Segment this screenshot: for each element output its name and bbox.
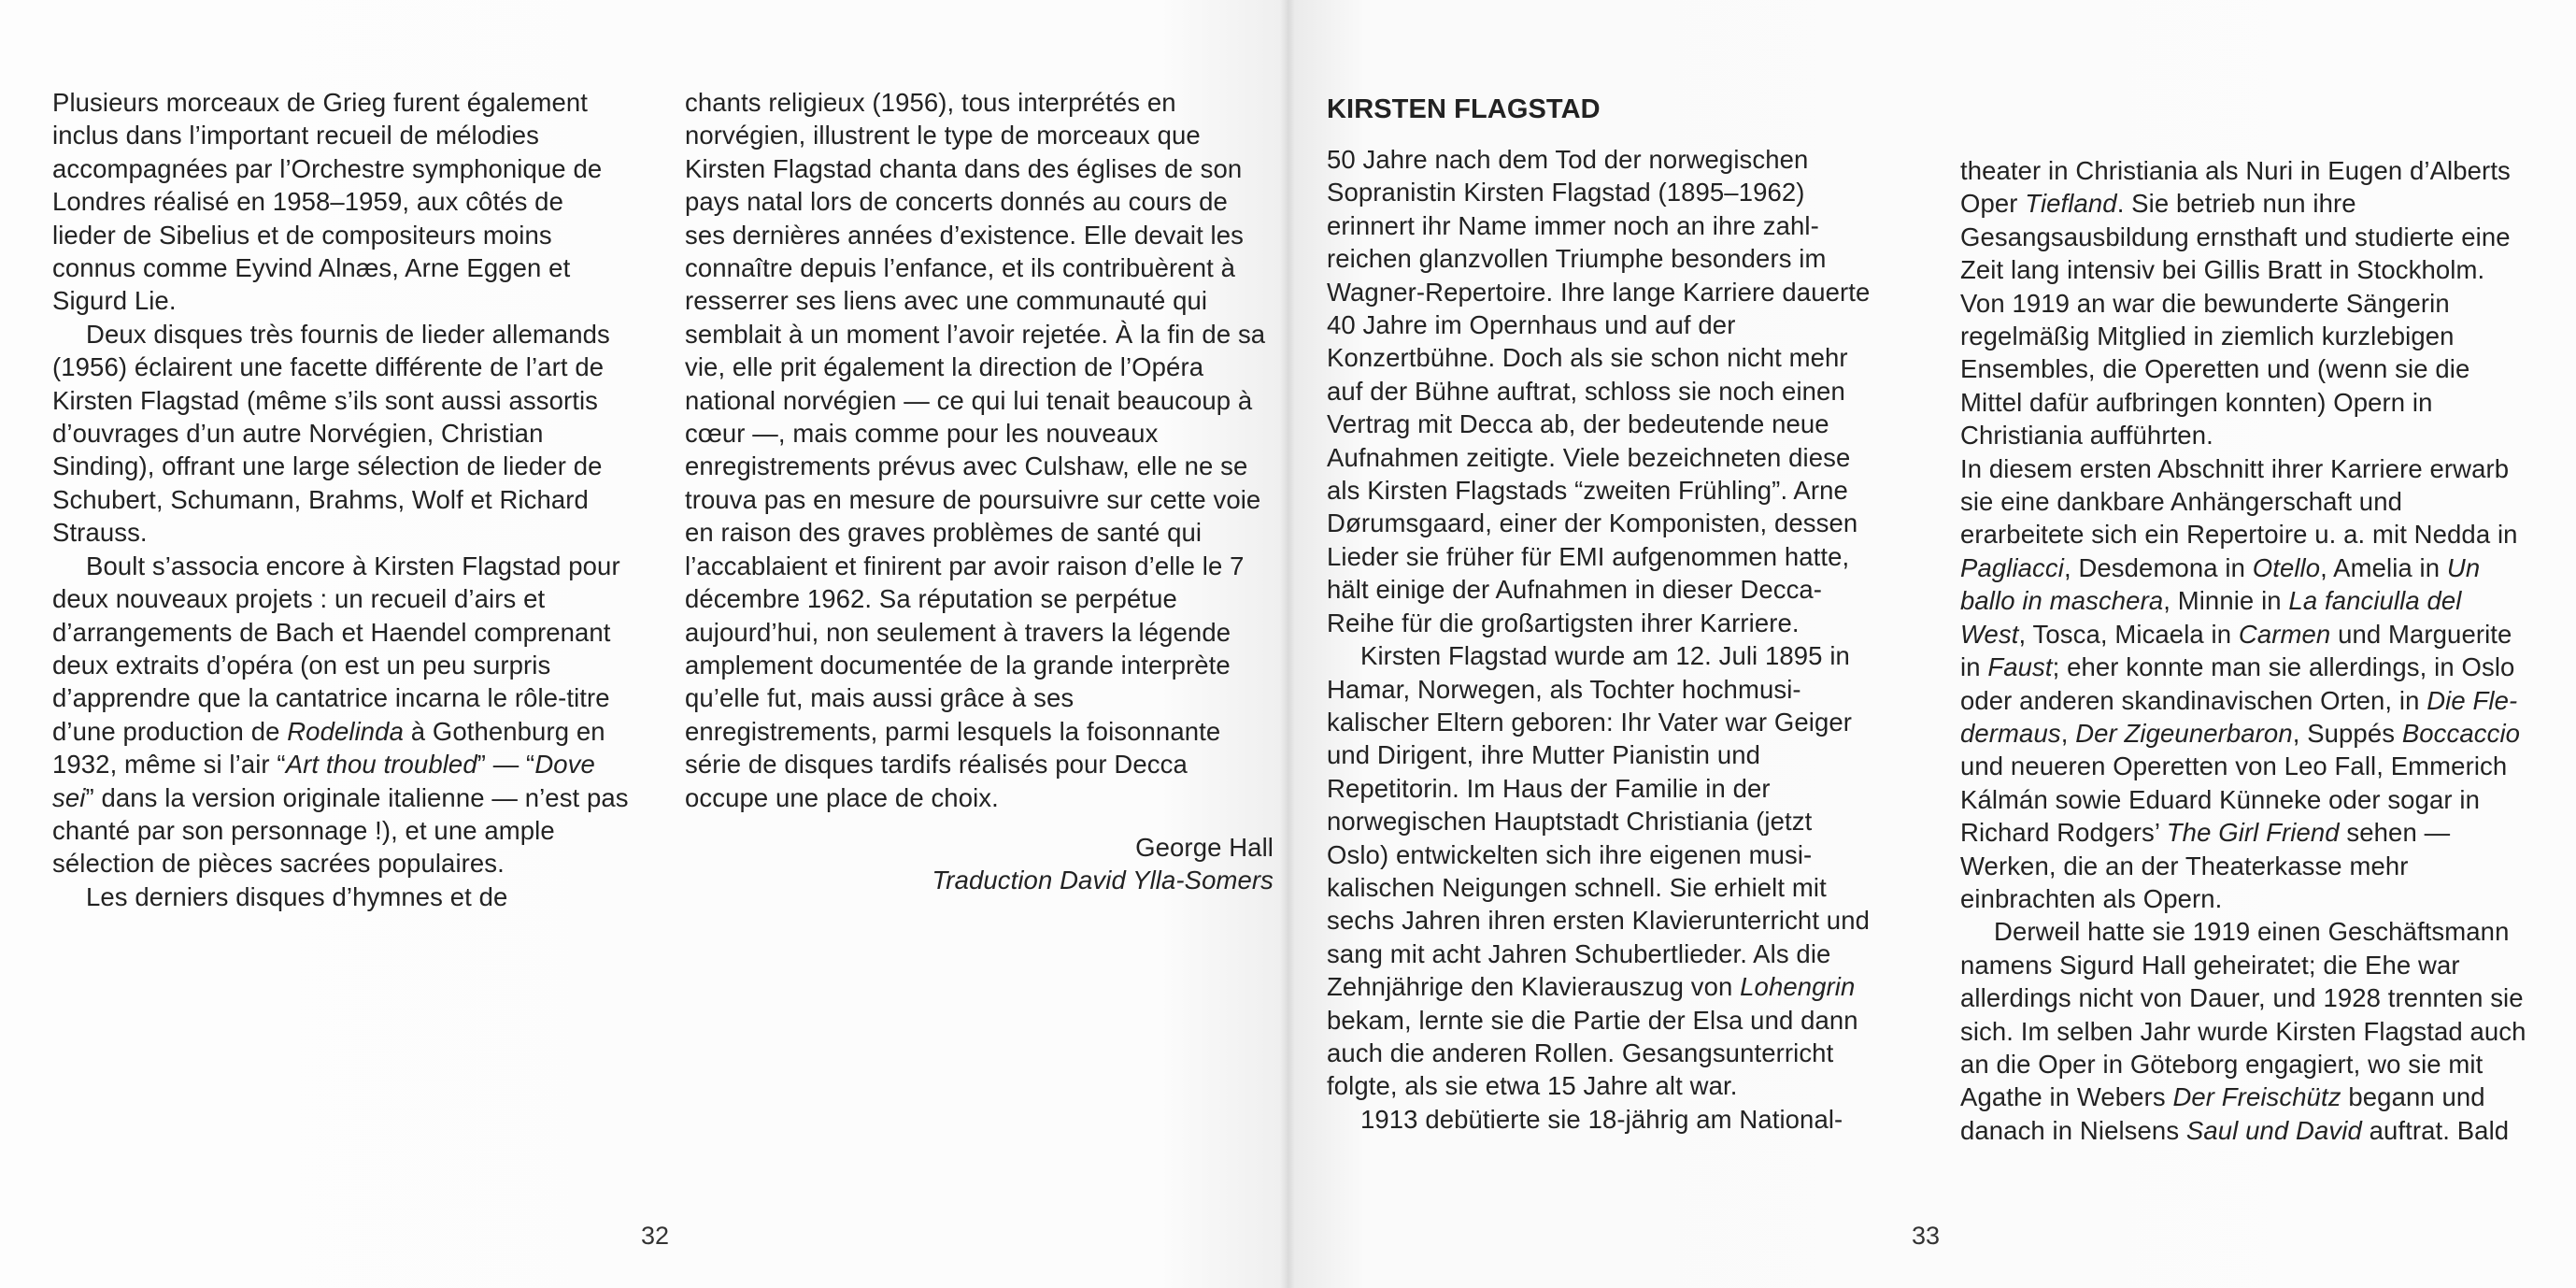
page-number: 33 <box>1912 1222 1941 1250</box>
right-column-2 <box>1960 154 2530 1147</box>
paragraph: 50 Jahre nach dem Tod der norwegischen Sopranistin Kirsten Flagstad (1895–1962) erinnert ihr Name immer noch an ihre zahlreichen glanzvollen Triumphe besonders im Wagner-Repertoire. Ihre lange Karriere dauerte 40 Jahre im Opernhaus und auf der Konzertbühne. Doch als sie schon nicht mehr auf der Bühne auftrat, schloss sie noch einen Vertrag mit Decca ab, der bedeutende neue Aufnahmen zeitigte. Viele bezeichneten diese als Kirsten Flagstads “zweiten Frühling”. Arne Dørumsgaard, einer der Komponisten, dessen Lieder sie früher für EMI aufgenommen hatte, hält einige der Aufnahmen in dieser Decca-Reihe für die großartigsten ihrer Karriere. <box>1327 145 1871 637</box>
paragraph: Plusieurs morceaux de Grieg furent également inclus dans l’important recueil de mélodies accompagnées par l’Orchestre symphonique de Londres réalisé en 1958–1959, aux côtés de lieder de Sibelius et de compositeurs moins connus comme Eyvind Alnæs, Arne Eggen et Sigurd Lie. <box>52 88 603 316</box>
translator-credit: Traduction David Ylla-Somers <box>932 866 1274 895</box>
paragraph: Kirsten Flagstad wurde am 12. Juli 1895 in Hamar, Norwegen, als Tochter hochmusikalischer Eltern geboren: Ihr Vater war Geiger und Dirigent, ihre Mutter Pianistin und Repetitorin. Im Haus der Familie in der norwegischen Hauptstadt Christiania (jetzt Oslo) entwickelten sich ihre eigenen musikalischen Neigungen schnell. Sie erhielt mit sechs Jahren ihren ersten Klavierunterricht und sang mit acht Jahren Schubertlieder. Als die Zehnjährige den Klavierauszug von Lohengrin bekam, lernte sie die Partie der Elsa und dann auch die anderen Rollen. Gesangsunterricht folgte, als sie etwa 15 Jahre alt war. <box>1327 641 1870 1101</box>
paragraph: In diesem ersten Abschnitt ihrer Karriere erwarb sie eine dankbare Anhängerschaft und erarbeitete sich ein Repertoire u. a. mit Nedda in Pagliacci, Desdemona in Otello, Amelia in Un ballo in maschera, Minnie in La fanciulla del West, Tosca, Micaela in Carmen und Marguerite in Faust; eher konnte man sie allerdings, in Oslo oder anderen skandinavischen Orten, in Die Fledermaus, Der Zigeunerbaron, Suppés Boccaccio und neueren Operetten von Leo Fall, Emmerich Kálmán sowie Eduard Künneke oder sogar in Richard Rodgers’ The Girl Friend sehen — Werken, die an der Theaterkasse mehr einbrachten als Opern. <box>1960 453 2521 913</box>
left-column-2 <box>685 86 1274 897</box>
article-heading: KIRSTEN FLAGSTAD <box>1327 94 1601 124</box>
book-gutter <box>1280 0 1295 1288</box>
left-column-1 <box>52 86 632 913</box>
paragraph: Derweil hatte sie 1919 einen Geschäftsmann namens Sigurd Hall geheiratet; die Ehe war allerdings nicht von Dauer, und 1928 trennten sie sich. Im selben Jahr wurde Kirsten Flagstad auch an die Oper in Göteborg engagiert, wo sie mit Agathe in Webers Der Freischütz begann und danach in Nielsens Saul und David auftrat. Bald <box>1960 917 2526 1145</box>
paragraph: theater in Christiania als Nuri in Eugen d’Alberts Oper Tiefland. Sie betrieb nun ihre Gesangsausbildung ernsthaft und studierte eine Zeit lang intensiv bei Gillis Bratt in Stockholm. Von 1919 an war die bewunderte Sängerin regelmäßig Mitglied in ziemlich kurzlebigen Ensembles, die Operetten und (wenn sie die Mittel dafür aufbringen konnten) Opern in Christiania aufführten. <box>1960 156 2511 451</box>
page-number: 32 <box>641 1222 670 1250</box>
paragraph: Deux disques très fournis de lieder allemands (1956) éclairent une facette différente de l’art de Kirsten Flagstad (même s’ils sont aussi assortis d’ouvrages d’un autre Norvégien, Christian Sinding), offrant une large sélection de lieder de Schubert, Schumann, Brahms, Wolf et Richard Strauss. <box>52 319 610 548</box>
paragraph: chants religieux (1956), tous interprétés en norvégien, illustrent le type de morceaux que Kirsten Flagstad chanta dans des églises de son pays natal lors de concerts donnés au cours de ses dernières années d’existence. Elle devait les connaître depuis l’enfance, et ils contribuèrent à resserrer ses liens avec une communauté qui semblait à un moment l’avoir rejetée. À la fin de sa vie, elle prit également la direction de l’Opéra national norvégien — ce qui lui tenait beaucoup à cœur —, mais comme pour les nouveaux enregistrements prévus avec Culshaw, elle ne se trouva pas en mesure de poursuivre sur cette voie en raison des graves problèmes de santé qui l’accablaient et finirent par avoir raison d’elle le 7 décembre 1962. Sa réputation se perpétue aujourd’hui, non seulement à travers la légende amplement documentée de la grande interprète qu’elle fut, mais aussi grâce à ses enregistrements, parmi lesquels la foisonnante série de disques tardifs réalisés pour Decca occupe une place de choix. <box>685 88 1266 812</box>
author-signature: George Hall <box>1135 832 1274 862</box>
paragraph: Boult s’associa encore à Kirsten Flagstad pour deux nouveaux projets : un recueil d’airs et d’arrangements de Bach et Haendel comprenant deux extraits d’opéra (on est un peu surpris d’apprendre que la cantatrice incarna le rôle-titre d’une production de Rodelinda à Gothenburg en 1932, même si l’air “Art thou troubled” — “Dove sei” dans la version originale italienne — n’est pas chanté par son personnage !), et une ample sélection de pièces sacrées populaires. <box>52 551 629 879</box>
right-column-1 <box>1327 93 1873 1136</box>
paragraph: 1913 debütierte sie 18-jährig am National- <box>1360 1104 1843 1134</box>
paragraph: Les derniers disques d’hymnes et de <box>86 881 508 911</box>
